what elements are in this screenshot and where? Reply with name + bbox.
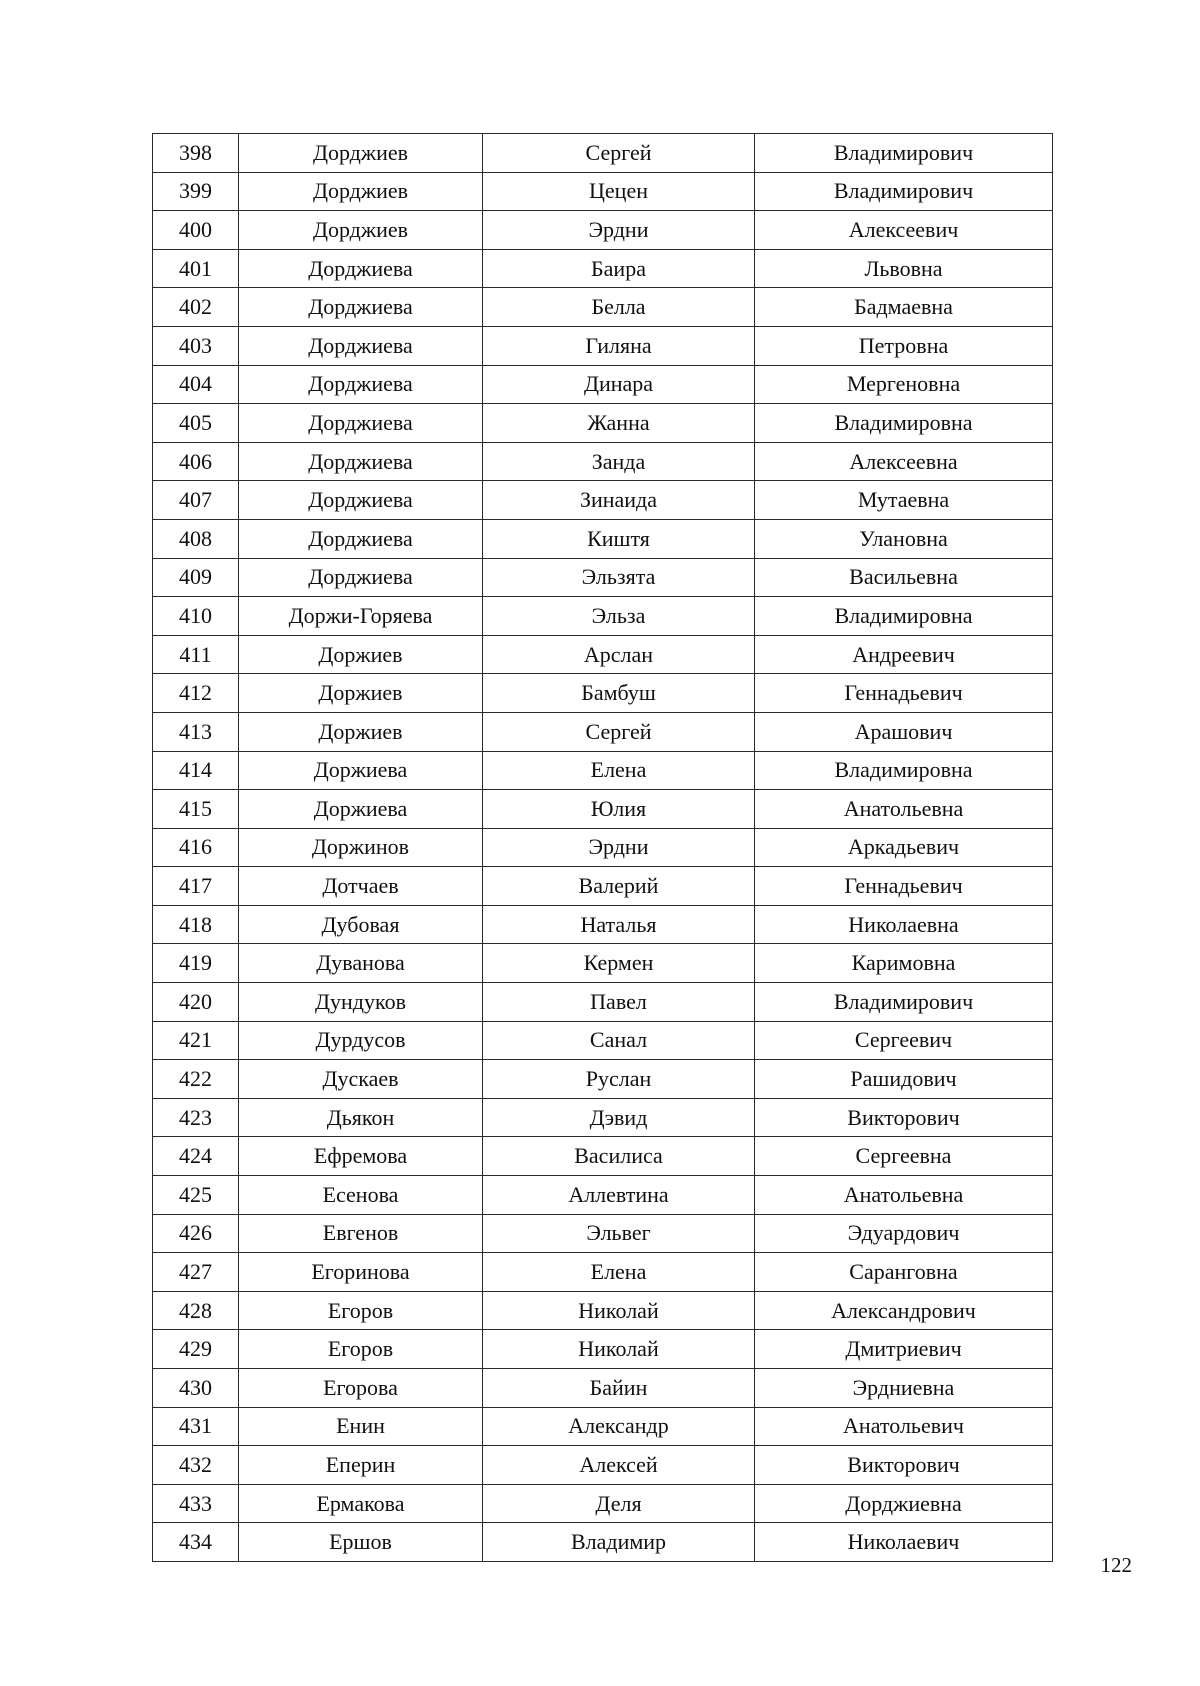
last-name-cell: Дорджиев xyxy=(239,211,483,250)
first-name-cell: Эрдни xyxy=(483,828,755,867)
table-row xyxy=(153,134,1053,173)
last-name-cell: Егоров xyxy=(239,1330,483,1369)
patronymic-cell: Васильевна xyxy=(755,558,1053,597)
last-name-cell: Евгенов xyxy=(239,1214,483,1253)
last-name-cell: Дорджиева xyxy=(239,404,483,443)
patronymic-cell: Сергеевна xyxy=(755,1137,1053,1176)
row-number-cell: 414 xyxy=(153,751,239,790)
first-name-cell: Кермен xyxy=(483,944,755,983)
table-row xyxy=(153,1021,1053,1060)
page-number: 122 xyxy=(1100,1553,1132,1577)
row-number-cell: 426 xyxy=(153,1214,239,1253)
patronymic-cell: Геннадьевич xyxy=(755,674,1053,713)
last-name-cell: Дубовая xyxy=(239,905,483,944)
last-name-cell: Егоринова xyxy=(239,1253,483,1292)
row-number-cell: 421 xyxy=(153,1021,239,1060)
patronymic-cell: Владимировна xyxy=(755,404,1053,443)
last-name-cell: Ефремова xyxy=(239,1137,483,1176)
last-name-cell: Дорджиева xyxy=(239,326,483,365)
row-number-cell: 400 xyxy=(153,211,239,250)
row-number-cell: 429 xyxy=(153,1330,239,1369)
first-name-cell: Николай xyxy=(483,1291,755,1330)
first-name-cell: Бамбуш xyxy=(483,674,755,713)
patronymic-cell: Владимирович xyxy=(755,983,1053,1022)
last-name-cell: Доржинов xyxy=(239,828,483,867)
last-name-cell: Дорджиева xyxy=(239,288,483,327)
patronymic-cell: Анатольевич xyxy=(755,1407,1053,1446)
first-name-cell: Руслан xyxy=(483,1060,755,1099)
patronymic-cell: Петровна xyxy=(755,326,1053,365)
patronymic-cell: Аркадьевич xyxy=(755,828,1053,867)
first-name-cell: Баира xyxy=(483,249,755,288)
row-number-cell: 404 xyxy=(153,365,239,404)
row-number-cell: 405 xyxy=(153,404,239,443)
table-row xyxy=(153,1446,1053,1485)
last-name-cell: Доржи-Горяева xyxy=(239,597,483,636)
first-name-cell: Деля xyxy=(483,1484,755,1523)
patronymic-cell: Николаевна xyxy=(755,905,1053,944)
first-name-cell: Алексей xyxy=(483,1446,755,1485)
row-number-cell: 423 xyxy=(153,1098,239,1137)
first-name-cell: Эльвег xyxy=(483,1214,755,1253)
last-name-cell: Егоров xyxy=(239,1291,483,1330)
first-name-cell: Сергей xyxy=(483,134,755,173)
first-name-cell: Цецен xyxy=(483,172,755,211)
patronymic-cell: Анатольевна xyxy=(755,790,1053,829)
patronymic-cell: Алексеевич xyxy=(755,211,1053,250)
table-row xyxy=(153,674,1053,713)
last-name-cell: Дотчаев xyxy=(239,867,483,906)
last-name-cell: Дорджиев xyxy=(239,172,483,211)
patronymic-cell: Александрович xyxy=(755,1291,1053,1330)
first-name-cell: Белла xyxy=(483,288,755,327)
last-name-cell: Дорджиева xyxy=(239,442,483,481)
table-row xyxy=(153,1369,1053,1408)
table-row xyxy=(153,326,1053,365)
row-number-cell: 416 xyxy=(153,828,239,867)
first-name-cell: Зинаида xyxy=(483,481,755,520)
patronymic-cell: Каримовна xyxy=(755,944,1053,983)
table-row xyxy=(153,1214,1053,1253)
patronymic-cell: Дмитриевич xyxy=(755,1330,1053,1369)
last-name-cell: Дуванова xyxy=(239,944,483,983)
row-number-cell: 418 xyxy=(153,905,239,944)
row-number-cell: 410 xyxy=(153,597,239,636)
patronymic-cell: Владимировна xyxy=(755,751,1053,790)
patronymic-cell: Геннадьевич xyxy=(755,867,1053,906)
first-name-cell: Василиса xyxy=(483,1137,755,1176)
patronymic-cell: Львовна xyxy=(755,249,1053,288)
row-number-cell: 425 xyxy=(153,1176,239,1215)
table-row xyxy=(153,211,1053,250)
table-row xyxy=(153,519,1053,558)
row-number-cell: 403 xyxy=(153,326,239,365)
row-number-cell: 428 xyxy=(153,1291,239,1330)
first-name-cell: Валерий xyxy=(483,867,755,906)
row-number-cell: 419 xyxy=(153,944,239,983)
table-row xyxy=(153,1407,1053,1446)
name-table-body xyxy=(153,134,1053,1562)
first-name-cell: Елена xyxy=(483,751,755,790)
patronymic-cell: Викторович xyxy=(755,1098,1053,1137)
table-row xyxy=(153,249,1053,288)
last-name-cell: Енин xyxy=(239,1407,483,1446)
patronymic-cell: Мутаевна xyxy=(755,481,1053,520)
row-number-cell: 412 xyxy=(153,674,239,713)
table-row xyxy=(153,172,1053,211)
last-name-cell: Доржиева xyxy=(239,790,483,829)
last-name-cell: Дускаев xyxy=(239,1060,483,1099)
patronymic-cell: Владимирович xyxy=(755,134,1053,173)
table-row xyxy=(153,751,1053,790)
table-row xyxy=(153,1253,1053,1292)
table-row xyxy=(153,558,1053,597)
last-name-cell: Егорова xyxy=(239,1369,483,1408)
row-number-cell: 431 xyxy=(153,1407,239,1446)
table-row xyxy=(153,983,1053,1022)
row-number-cell: 411 xyxy=(153,635,239,674)
first-name-cell: Наталья xyxy=(483,905,755,944)
last-name-cell: Еперин xyxy=(239,1446,483,1485)
patronymic-cell: Николаевич xyxy=(755,1523,1053,1562)
last-name-cell: Дорджиева xyxy=(239,249,483,288)
name-table xyxy=(152,133,1053,1562)
row-number-cell: 407 xyxy=(153,481,239,520)
patronymic-cell: Бадмаевна xyxy=(755,288,1053,327)
last-name-cell: Ермакова xyxy=(239,1484,483,1523)
table-row xyxy=(153,790,1053,829)
last-name-cell: Дундуков xyxy=(239,983,483,1022)
patronymic-cell: Владимировна xyxy=(755,597,1053,636)
patronymic-cell: Дорджиевна xyxy=(755,1484,1053,1523)
last-name-cell: Есенова xyxy=(239,1176,483,1215)
table-row xyxy=(153,404,1053,443)
last-name-cell: Дьякон xyxy=(239,1098,483,1137)
first-name-cell: Елена xyxy=(483,1253,755,1292)
table-row xyxy=(153,597,1053,636)
row-number-cell: 420 xyxy=(153,983,239,1022)
table-row xyxy=(153,635,1053,674)
last-name-cell: Доржиев xyxy=(239,712,483,751)
last-name-cell: Доржиева xyxy=(239,751,483,790)
row-number-cell: 398 xyxy=(153,134,239,173)
table-row xyxy=(153,1176,1053,1215)
row-number-cell: 417 xyxy=(153,867,239,906)
row-number-cell: 422 xyxy=(153,1060,239,1099)
first-name-cell: Александр xyxy=(483,1407,755,1446)
first-name-cell: Эльзята xyxy=(483,558,755,597)
row-number-cell: 432 xyxy=(153,1446,239,1485)
first-name-cell: Эрдни xyxy=(483,211,755,250)
last-name-cell: Дорджиев xyxy=(239,134,483,173)
first-name-cell: Киштя xyxy=(483,519,755,558)
row-number-cell: 433 xyxy=(153,1484,239,1523)
row-number-cell: 430 xyxy=(153,1369,239,1408)
first-name-cell: Жанна xyxy=(483,404,755,443)
first-name-cell: Арслан xyxy=(483,635,755,674)
row-number-cell: 406 xyxy=(153,442,239,481)
first-name-cell: Байин xyxy=(483,1369,755,1408)
last-name-cell: Дорджиева xyxy=(239,365,483,404)
patronymic-cell: Эрдниевна xyxy=(755,1369,1053,1408)
last-name-cell: Доржиев xyxy=(239,635,483,674)
patronymic-cell: Владимирович xyxy=(755,172,1053,211)
table-row xyxy=(153,1291,1053,1330)
table-row xyxy=(153,1330,1053,1369)
last-name-cell: Дорджиева xyxy=(239,519,483,558)
last-name-cell: Доржиев xyxy=(239,674,483,713)
patronymic-cell: Мергеновна xyxy=(755,365,1053,404)
last-name-cell: Дорджиева xyxy=(239,558,483,597)
row-number-cell: 427 xyxy=(153,1253,239,1292)
first-name-cell: Динара xyxy=(483,365,755,404)
patronymic-cell: Викторович xyxy=(755,1446,1053,1485)
table-row xyxy=(153,1137,1053,1176)
first-name-cell: Павел xyxy=(483,983,755,1022)
first-name-cell: Сергей xyxy=(483,712,755,751)
table-row xyxy=(153,828,1053,867)
row-number-cell: 399 xyxy=(153,172,239,211)
last-name-cell: Ершов xyxy=(239,1523,483,1562)
table-row xyxy=(153,1098,1053,1137)
row-number-cell: 413 xyxy=(153,712,239,751)
patronymic-cell: Саранговна xyxy=(755,1253,1053,1292)
first-name-cell: Аллевтина xyxy=(483,1176,755,1215)
row-number-cell: 415 xyxy=(153,790,239,829)
table-row xyxy=(153,288,1053,327)
first-name-cell: Дэвид xyxy=(483,1098,755,1137)
table-row xyxy=(153,481,1053,520)
table-row xyxy=(153,1060,1053,1099)
table-row xyxy=(153,867,1053,906)
table-row xyxy=(153,944,1053,983)
patronymic-cell: Улановна xyxy=(755,519,1053,558)
first-name-cell: Владимир xyxy=(483,1523,755,1562)
patronymic-cell: Анатольевна xyxy=(755,1176,1053,1215)
table-row xyxy=(153,442,1053,481)
table-row xyxy=(153,712,1053,751)
first-name-cell: Гиляна xyxy=(483,326,755,365)
patronymic-cell: Алексеевна xyxy=(755,442,1053,481)
row-number-cell: 424 xyxy=(153,1137,239,1176)
last-name-cell: Дорджиева xyxy=(239,481,483,520)
table-row xyxy=(153,905,1053,944)
first-name-cell: Николай xyxy=(483,1330,755,1369)
first-name-cell: Эльза xyxy=(483,597,755,636)
last-name-cell: Дурдусов xyxy=(239,1021,483,1060)
row-number-cell: 402 xyxy=(153,288,239,327)
table-row xyxy=(153,365,1053,404)
table-row xyxy=(153,1523,1053,1562)
first-name-cell: Санал xyxy=(483,1021,755,1060)
patronymic-cell: Рашидович xyxy=(755,1060,1053,1099)
row-number-cell: 434 xyxy=(153,1523,239,1562)
patronymic-cell: Андреевич xyxy=(755,635,1053,674)
patronymic-cell: Сергеевич xyxy=(755,1021,1053,1060)
patronymic-cell: Эдуардович xyxy=(755,1214,1053,1253)
row-number-cell: 408 xyxy=(153,519,239,558)
row-number-cell: 409 xyxy=(153,558,239,597)
table-row xyxy=(153,1484,1053,1523)
row-number-cell: 401 xyxy=(153,249,239,288)
first-name-cell: Занда xyxy=(483,442,755,481)
first-name-cell: Юлия xyxy=(483,790,755,829)
patronymic-cell: Арашович xyxy=(755,712,1053,751)
